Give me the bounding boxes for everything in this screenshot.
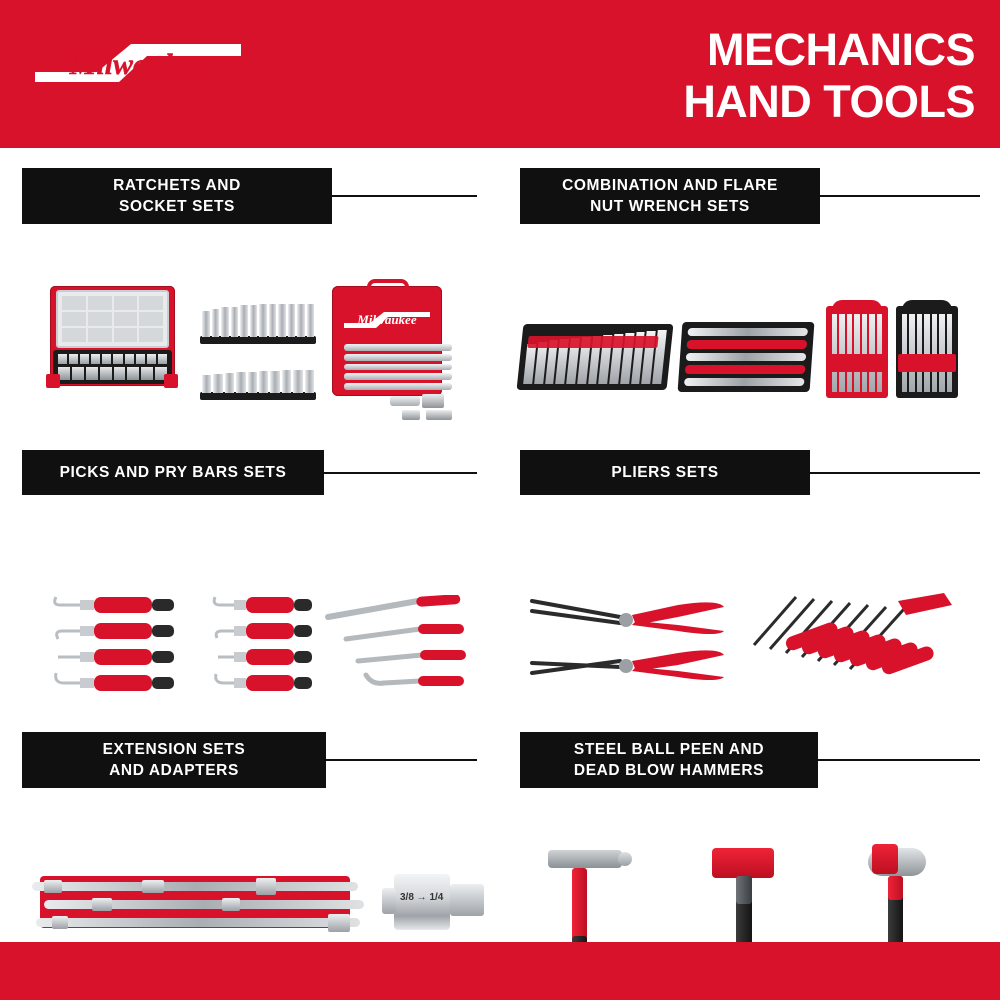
- section-title: [520, 732, 818, 788]
- section-rule: [326, 759, 477, 761]
- section-extension-sets-and-adapters: [22, 732, 477, 968]
- section-header: [520, 168, 980, 224]
- section-artwork: [22, 224, 477, 434]
- section-title-line2: DEAD BLOW HAMMERS: [573, 762, 765, 779]
- section-pliers-sets: [520, 450, 980, 710]
- section-title: [520, 450, 810, 495]
- header-banner: [0, 0, 1000, 148]
- footer-band: [0, 942, 1000, 1000]
- section-title-line2: NUT WRENCH SETS: [590, 198, 750, 215]
- section-title-line1: STEEL BALL PEEN AND: [573, 741, 765, 758]
- section-artwork: [22, 495, 477, 710]
- section-title-line1: PICKS AND PRY BARS SETS: [59, 464, 287, 481]
- section-title-line2: AND ADAPTERS: [109, 762, 239, 779]
- section-picks-and-pry-bars-sets: [22, 450, 477, 710]
- section-artwork: [22, 788, 477, 968]
- section-combination-and-flare-nut-wrench-sets: [520, 168, 980, 434]
- section-title-line1: RATCHETS AND: [113, 177, 241, 194]
- section-title: [22, 450, 324, 495]
- svg-text:Milwaukee: Milwaukee: [357, 312, 417, 327]
- adapter-size-label: 3/8 → 1/4: [400, 892, 444, 903]
- section-title-line1: EXTENSION SETS: [102, 741, 246, 758]
- page-title-line1: MECHANICS: [706, 24, 975, 75]
- section-header: [22, 732, 477, 788]
- section-header: [22, 450, 477, 495]
- section-ratchets-and-socket-sets: [22, 168, 477, 434]
- section-rule: [820, 195, 980, 197]
- section-rule: [332, 195, 477, 197]
- section-rule: [810, 472, 980, 474]
- section-title: [520, 168, 820, 224]
- section-title-line1: COMBINATION AND FLARE: [562, 177, 778, 194]
- section-artwork: [520, 495, 980, 710]
- section-header: [520, 450, 980, 495]
- section-title-line2: SOCKET SETS: [119, 198, 235, 215]
- section-title: [22, 732, 326, 788]
- section-header: [520, 732, 980, 788]
- section-title-line1: PLIERS SETS: [611, 464, 719, 481]
- section-header: [22, 168, 477, 224]
- section-artwork: [520, 224, 980, 434]
- section-steel-ball-peen-and-dead-blow-hammers: [520, 732, 980, 968]
- milwaukee-logo: [28, 30, 248, 108]
- section-rule: [818, 759, 980, 761]
- section-rule: [324, 472, 477, 474]
- svg-text:Milwaukee: Milwaukee: [69, 48, 207, 81]
- page-title-line2: HAND TOOLS: [683, 76, 975, 127]
- section-artwork: [520, 788, 980, 968]
- section-title: [22, 168, 332, 224]
- page-title: [505, 24, 975, 128]
